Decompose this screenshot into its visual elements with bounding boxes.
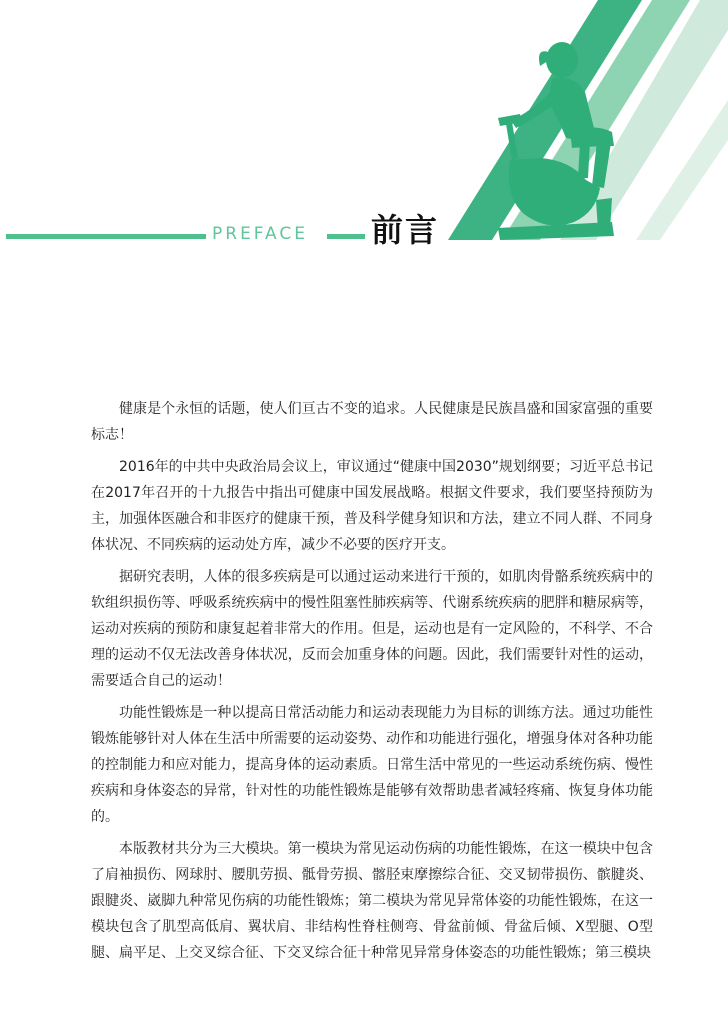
body-text [91, 396, 653, 972]
paragraph-2: 2016年的中共中央政治局会议上，审议通过“健康中国2030”规划纲要；习近平总书记在2017年召开的十九报告中指出可健康中国发展战略。根据文件要求，我们要坚持预防为主，加强体医融合和非医疗的健康干预，普及科学健身知识和方法，建立不同人群、不同身体状况、不同疾病的运动处方库，减少不必要的医疗开支。 [91, 459, 653, 553]
paragraph-3: 据研究表明，人体的很多疾病是可以通过运动来进行干预的，如肌肉骨骼系统疾病中的软组织损伤等、呼吸系统疾病中的慢性阻塞性肺疾病等、代谢系统疾病的肥胖和糖尿病等，运动对疾病的预防和康复起着非常大的作用。但是，运动也是有一定风险的，不科学、不合理的运动不仅无法改善身体状况，反而会加重身体的问题。因此，我们需要针对性的运动，需要适合自己的运动！ [91, 569, 653, 689]
header-illustration [0, 0, 728, 250]
header-rule-left [6, 234, 206, 239]
paragraph-1: 健康是个永恒的话题，使人们亘古不变的追求。人民健康是民族昌盛和国家富强的重要标志！ [91, 401, 653, 443]
paragraph-5: 本版教材共分为三大模块。第一模块为常见运动伤病的功能性锻炼，在这一模块中包含了肩袖损伤、网球肘、腰肌劳损、骶骨劳损、髂胫束摩擦综合征、交叉韧带损伤、髌腱炎、跟腱炎、崴脚九种常见伤病的功能性锻炼；第二模块为常见异常体姿的功能性锻炼，在这一模块包含了肌型高低肩、翼状肩、非结构性脊柱侧弯、骨盆前倾、骨盆后倾、X型腿、O型腿、扁平足、上交叉综合征、下交叉综合征十种常见异常身体姿态的功能性锻炼；第三模块 [91, 841, 653, 961]
preface-label: PREFACE [212, 224, 308, 244]
paragraph-4: 功能性锻炼是一种以提高日常活动能力和运动表现能力为目标的训练方法。通过功能性锻炼能够针对人体在生活中所需要的运动姿势、动作和功能进行强化，增强身体对各种功能的控制能力和应对能力，提高身体的运动素质。日常生活中常见的一些运动系统伤病、慢性疾病和身体姿态的异常，针对性的功能性锻炼是能够有效帮助患者减轻疼痛、恢复身体功能的。 [91, 705, 653, 825]
header-rule-mid [327, 234, 365, 239]
page-title: 前言 [371, 211, 440, 249]
